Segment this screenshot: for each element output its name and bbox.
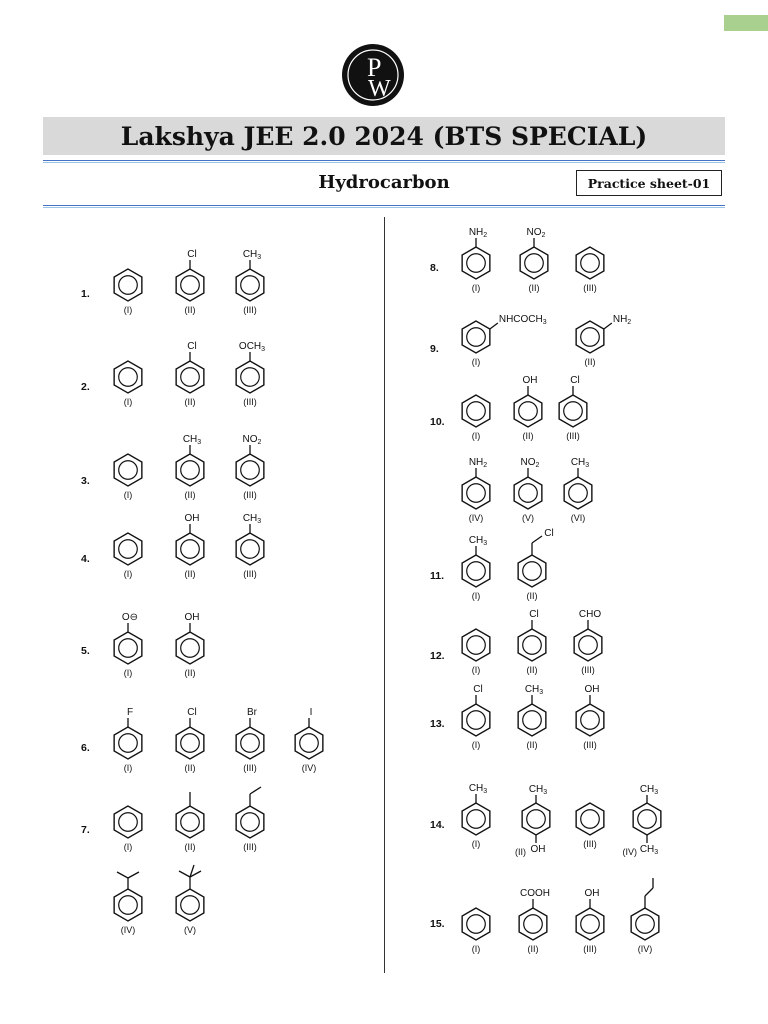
question-number: 1. bbox=[81, 288, 90, 300]
compound-label: (VI) bbox=[570, 513, 586, 523]
aromatic-circle bbox=[579, 636, 598, 655]
substituent-label: Cl bbox=[473, 684, 483, 695]
aromatic-circle bbox=[527, 810, 546, 829]
question-number: 2. bbox=[81, 381, 90, 393]
benzene-structure bbox=[145, 850, 235, 950]
compound-label: (II) bbox=[184, 763, 196, 773]
compound-label: (I) bbox=[471, 665, 481, 675]
aromatic-circle bbox=[523, 711, 542, 730]
substituent-label: OH bbox=[584, 888, 600, 899]
compound-label: (I) bbox=[471, 431, 481, 441]
aromatic-circle bbox=[119, 896, 138, 915]
substituent-label: $NH_2$ bbox=[468, 457, 488, 469]
svg-text:P: P bbox=[367, 53, 382, 82]
aromatic-circle bbox=[636, 915, 655, 934]
compound-label: (I) bbox=[471, 357, 481, 367]
aromatic-circle bbox=[467, 254, 486, 273]
substituent-label: $CH_3$ bbox=[570, 457, 590, 469]
substituent-label: $CH_3$ bbox=[524, 684, 544, 696]
title-band bbox=[43, 117, 725, 155]
benzene-structure bbox=[145, 593, 235, 693]
compound-label: (II) bbox=[515, 847, 526, 857]
compound-label: (III) bbox=[583, 839, 597, 849]
pw-logo bbox=[341, 42, 405, 108]
compound-label: (III) bbox=[583, 283, 597, 293]
compound-label: (II) bbox=[526, 740, 538, 750]
compound-label: (III) bbox=[566, 431, 580, 441]
substituent-label: $OCH_3$ bbox=[238, 341, 266, 353]
compound-label: (I) bbox=[123, 569, 133, 579]
substituent-label: $CH_3$ bbox=[639, 844, 659, 856]
aromatic-circle bbox=[241, 368, 260, 387]
substituent-label: $NO_2$ bbox=[520, 457, 540, 469]
aromatic-circle bbox=[564, 402, 583, 421]
aromatic-circle bbox=[181, 368, 200, 387]
aromatic-circle bbox=[581, 328, 600, 347]
compound-label: (I) bbox=[471, 740, 481, 750]
substituent-label: $CH_3$ bbox=[639, 784, 659, 796]
compound-label: (IV) bbox=[120, 925, 136, 935]
aromatic-circle bbox=[119, 540, 138, 559]
benzene-structure bbox=[602, 764, 692, 864]
substituent-label: Cl bbox=[187, 707, 197, 718]
compound-label: (I) bbox=[123, 668, 133, 678]
aromatic-circle bbox=[181, 461, 200, 480]
practice-sheet-label bbox=[576, 170, 722, 196]
compound-label: (II) bbox=[522, 431, 534, 441]
substituent-label: Cl bbox=[187, 341, 197, 352]
benzene-structure bbox=[600, 869, 690, 969]
aromatic-circle bbox=[241, 734, 260, 753]
bond bbox=[490, 323, 498, 329]
compound-label: (II) bbox=[184, 668, 196, 678]
substituent-label: $NO_2$ bbox=[242, 434, 262, 446]
substituent-label: Br bbox=[247, 707, 257, 718]
aromatic-circle bbox=[181, 639, 200, 658]
compound-label: (V) bbox=[184, 925, 196, 935]
aromatic-circle bbox=[119, 813, 138, 832]
compound-label: (II) bbox=[526, 665, 538, 675]
substituent-label: $CH_3$ bbox=[182, 434, 202, 446]
benzene-structure bbox=[205, 322, 295, 422]
compound-label: (III) bbox=[583, 944, 597, 954]
aromatic-circle bbox=[467, 915, 486, 934]
compound-label: (II) bbox=[527, 944, 539, 954]
compound-label: (III) bbox=[583, 740, 597, 750]
substituent-label: OH bbox=[184, 513, 200, 524]
substituent-label: O⊖ bbox=[121, 612, 139, 623]
aromatic-circle bbox=[241, 540, 260, 559]
aromatic-circle bbox=[638, 810, 657, 829]
aromatic-circle bbox=[300, 734, 319, 753]
aromatic-circle bbox=[467, 636, 486, 655]
header-rule bbox=[43, 162, 725, 163]
substituent-label: OH bbox=[184, 612, 200, 623]
substituent-label: Cl bbox=[544, 528, 554, 539]
substituent-label: OH bbox=[584, 684, 600, 695]
substituent-label: $NH_2$ bbox=[612, 314, 632, 326]
aromatic-circle bbox=[525, 254, 544, 273]
question-number: 11. bbox=[430, 570, 445, 582]
aromatic-circle bbox=[581, 711, 600, 730]
aromatic-circle bbox=[581, 254, 600, 273]
substituent-label: $CH_3$ bbox=[242, 513, 262, 525]
aromatic-circle bbox=[581, 915, 600, 934]
compound-label: (V) bbox=[522, 513, 534, 523]
compound-label: (II) bbox=[184, 842, 196, 852]
compound-label: (III) bbox=[581, 665, 595, 675]
bond bbox=[179, 871, 190, 877]
subject-title: Hydrocarbon bbox=[318, 172, 450, 193]
compound-label: (IV) bbox=[622, 847, 637, 857]
substituent-label: $CH_3$ bbox=[468, 535, 488, 547]
aromatic-circle bbox=[119, 368, 138, 387]
question-number: 6. bbox=[81, 742, 90, 754]
compound-label: (II) bbox=[584, 357, 596, 367]
aromatic-circle bbox=[119, 639, 138, 658]
substituent-label: $NH_2$ bbox=[468, 227, 488, 239]
aromatic-circle bbox=[467, 810, 486, 829]
bond bbox=[250, 787, 261, 794]
aromatic-circle bbox=[119, 276, 138, 295]
aromatic-circle bbox=[569, 484, 588, 503]
compound-label: (I) bbox=[471, 283, 481, 293]
substituent-label: I bbox=[309, 707, 313, 718]
compound-label: (IV) bbox=[637, 944, 653, 954]
compound-label: (I) bbox=[123, 842, 133, 852]
compound-label: (III) bbox=[243, 569, 257, 579]
aromatic-circle bbox=[523, 636, 542, 655]
substituent-label: $NO_2$ bbox=[526, 227, 546, 239]
compound-label: (I) bbox=[123, 490, 133, 500]
bond bbox=[645, 888, 653, 896]
question-number: 4. bbox=[81, 553, 90, 565]
question-number: 10. bbox=[430, 416, 445, 428]
aromatic-circle bbox=[241, 276, 260, 295]
substituent-label: $CH_3$ bbox=[528, 784, 548, 796]
aromatic-circle bbox=[119, 461, 138, 480]
aromatic-circle bbox=[523, 562, 542, 581]
compound-label: (I) bbox=[471, 839, 481, 849]
aromatic-circle bbox=[181, 276, 200, 295]
substituent-label: $CH_3$ bbox=[468, 783, 488, 795]
aromatic-circle bbox=[467, 328, 486, 347]
aromatic-circle bbox=[181, 734, 200, 753]
bond bbox=[128, 872, 139, 878]
compound-label: (III) bbox=[243, 763, 257, 773]
substituent-label: Cl bbox=[529, 609, 539, 620]
compound-label: (II) bbox=[184, 569, 196, 579]
substituent-label: Cl bbox=[570, 375, 580, 386]
aromatic-circle bbox=[181, 813, 200, 832]
question-number: 3. bbox=[81, 475, 90, 487]
compound-label: (III) bbox=[243, 305, 257, 315]
question-number: 8. bbox=[430, 262, 439, 274]
aromatic-circle bbox=[241, 813, 260, 832]
aromatic-circle bbox=[524, 915, 543, 934]
page-title: Lakshya JEE 2.0 2024 (BTS SPECIAL) bbox=[120, 121, 648, 151]
question-number: 5. bbox=[81, 645, 90, 657]
compound-label: (II) bbox=[528, 283, 540, 293]
compound-label: (III) bbox=[243, 490, 257, 500]
bond bbox=[604, 323, 612, 329]
compound-label: (IV) bbox=[468, 513, 484, 523]
column-divider bbox=[384, 217, 385, 973]
compound-label: (I) bbox=[471, 944, 481, 954]
compound-label: (II) bbox=[184, 305, 196, 315]
compound-label: (III) bbox=[243, 842, 257, 852]
question-number: 15. bbox=[430, 918, 445, 930]
compound-label: (II) bbox=[184, 397, 196, 407]
header-rule bbox=[43, 205, 725, 206]
compound-label: (I) bbox=[123, 763, 133, 773]
compound-label: (I) bbox=[471, 591, 481, 601]
svg-text:W: W bbox=[368, 76, 391, 102]
benzene-structure bbox=[205, 494, 295, 594]
question-number: 13. bbox=[430, 718, 445, 730]
compound-label: (III) bbox=[243, 397, 257, 407]
substituent-label: OH bbox=[530, 844, 546, 855]
substituent-label: COOH bbox=[520, 888, 550, 899]
question-number: 7. bbox=[81, 824, 90, 836]
aromatic-circle bbox=[181, 896, 200, 915]
corner-tab bbox=[724, 15, 768, 31]
substituent-label: F bbox=[126, 707, 134, 718]
aromatic-circle bbox=[581, 810, 600, 829]
question-number: 12. bbox=[430, 650, 445, 662]
substituent-label: $CH_3$ bbox=[242, 249, 262, 261]
compound-label: (I) bbox=[123, 305, 133, 315]
practice-sheet-text: Practice sheet-01 bbox=[587, 175, 711, 191]
aromatic-circle bbox=[241, 461, 260, 480]
bond bbox=[117, 872, 128, 878]
compound-label: (I) bbox=[123, 397, 133, 407]
aromatic-circle bbox=[467, 562, 486, 581]
aromatic-circle bbox=[467, 711, 486, 730]
bond bbox=[532, 536, 542, 543]
substituent-label: CHO bbox=[578, 609, 602, 620]
aromatic-circle bbox=[181, 540, 200, 559]
question-number: 9. bbox=[430, 343, 439, 355]
benzene-structure bbox=[545, 665, 635, 765]
compound-label: (II) bbox=[184, 490, 196, 500]
compound-label: (IV) bbox=[301, 763, 317, 773]
question-number: 14. bbox=[430, 819, 445, 831]
benzene-structure bbox=[205, 230, 295, 330]
compound-label: (II) bbox=[526, 591, 538, 601]
substituent-label: $NHCOCH_3$ bbox=[498, 314, 547, 326]
header-rule bbox=[43, 160, 725, 161]
substituent-label: OH bbox=[522, 375, 538, 386]
aromatic-circle bbox=[119, 734, 138, 753]
substituent-label: Cl bbox=[187, 249, 197, 260]
